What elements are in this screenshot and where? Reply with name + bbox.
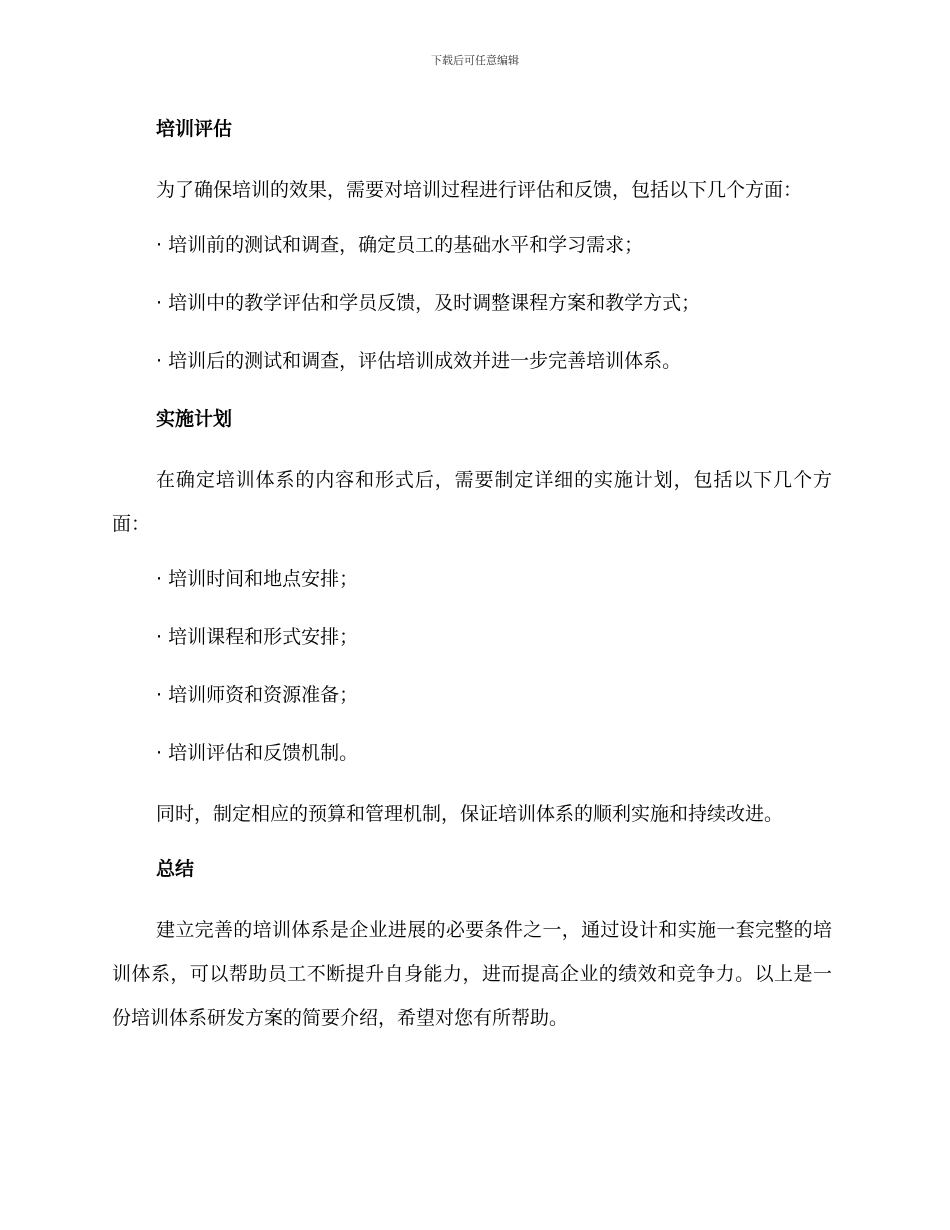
spacer	[112, 888, 832, 908]
section-title-evaluation: 培训评估	[156, 118, 233, 140]
document-body	[112, 110, 832, 1040]
page-header: 下载后可任意编辑	[431, 54, 519, 67]
section-title-plan: 实施计划	[156, 408, 233, 430]
evaluation-intro: 为了确保培训的效果，需要对培训过程进行评估和反馈，包括以下几个方面：	[156, 179, 803, 201]
plan-intro: 在确定培训体系的内容和形式后，需要制定详细的实施计划，包括以下几个方面：	[112, 469, 832, 535]
plan-bullet: · 培训课程和形式安排；	[156, 626, 359, 648]
spacer	[112, 714, 832, 734]
spacer	[112, 598, 832, 618]
spacer	[112, 656, 832, 676]
plan-closing: 同时，制定相应的预算和管理机制，保证培训体系的顺利实施和持续改进。	[156, 803, 784, 825]
spacer	[112, 546, 832, 560]
spacer	[112, 772, 832, 792]
spacer	[112, 212, 832, 226]
spacer	[112, 322, 832, 342]
evaluation-bullet: · 培训后的测试和调查，评估培训成效并进一步完善培训体系。	[156, 350, 682, 372]
spacer	[112, 438, 832, 458]
plan-bullet: · 培训评估和反馈机制。	[156, 742, 359, 764]
spacer	[112, 836, 832, 850]
evaluation-bullet: · 培训前的测试和调查，确定员工的基础水平和学习需求；	[156, 234, 644, 256]
spacer	[112, 264, 832, 284]
spacer	[112, 380, 832, 400]
evaluation-bullet: · 培训中的教学评估和学员反馈，及时调整课程方案和教学方式；	[156, 292, 701, 314]
plan-bullet: · 培训时间和地点安排；	[156, 568, 359, 590]
plan-bullet: · 培训师资和资源准备；	[156, 684, 359, 706]
spacer	[112, 148, 832, 168]
summary-body: 建立完善的培训体系是企业进展的必要条件之一，通过设计和实施一套完整的培训体系，可以帮助员工不断提升自身能力，进而提高企业的绩效和竞争力。以上是一份培训体系研发方案的简要介绍，希望对您有所帮助。	[112, 919, 832, 1029]
section-title-summary: 总结	[156, 858, 195, 880]
